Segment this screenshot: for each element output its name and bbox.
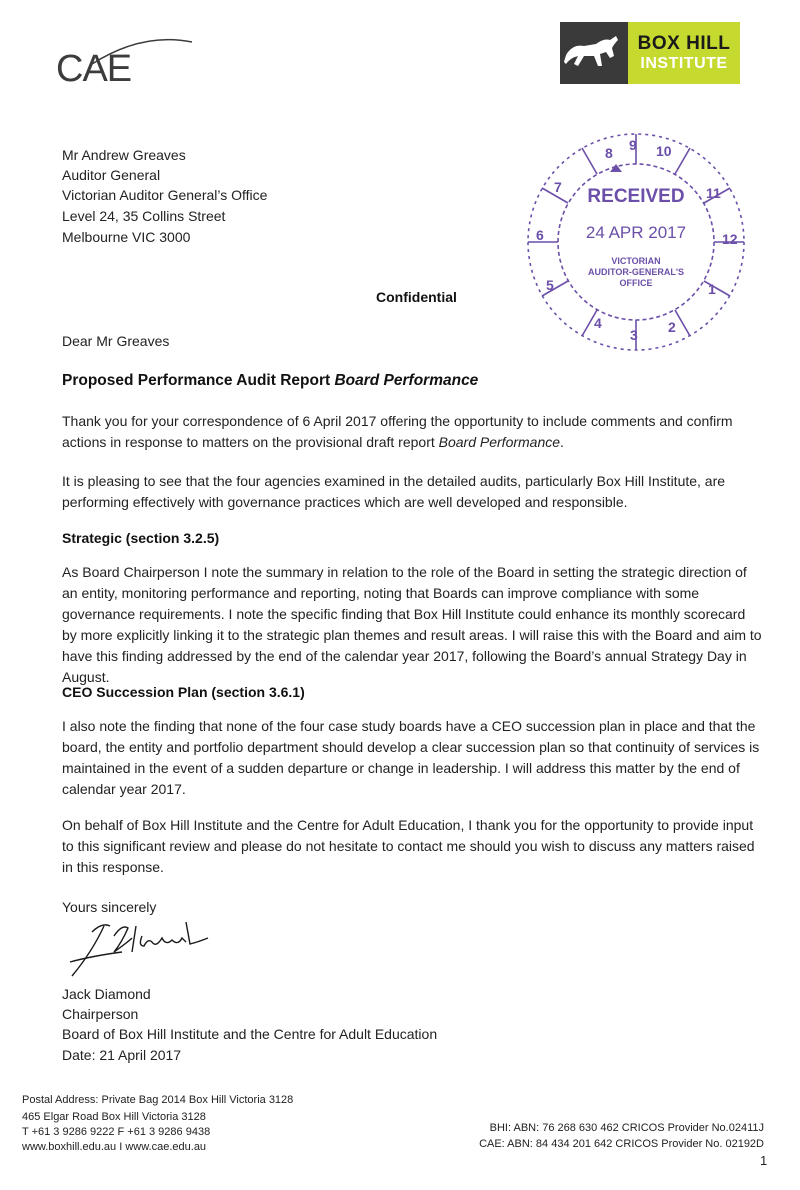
stamp-number: 8 [605,145,613,161]
recipient-office: Victorian Auditor General’s Office [62,187,268,203]
stamp-number: 7 [554,179,562,195]
heading-strategic: Strategic (section 3.2.5) [62,530,220,546]
stamp-date: 24 APR 2017 [585,223,687,242]
paragraph-1 [62,411,762,453]
footer-street-address: 465 Elgar Road Box Hill Victoria 3128 [22,1111,206,1123]
bhi-logo-line1: BOX HILL [637,33,731,54]
paragraph-1-italic: Board Performance [438,434,561,450]
stamp-org-line2: AUDITOR-GENERAL'S [588,267,684,277]
recipient-city: Melbourne VIC 3000 [62,229,191,245]
closing: Yours sincerely [62,899,157,915]
stamp-number: 9 [629,137,637,153]
stamp-number: 3 [630,327,638,343]
signatory-organisation: Board of Box Hill Institute and the Centre for Adult Education [62,1026,438,1042]
signatory-name: Jack Diamond [62,986,151,1002]
handwritten-signature [62,912,222,982]
stamp-number: 12 [722,231,738,247]
paragraph-5: On behalf of Box Hill Institute and the Centre for Adult Education, I thank you for the opportunity to provide input to this significant review and please do not hesitate to contact me should you wish to discuss any matters raised in this response. [62,817,755,875]
received-stamp [518,128,754,356]
paragraph-4: I also note the finding that none of the four case study boards have a CEO succession plan in place and that the board, the entity and portfolio department should develop a clear succession plan so that continuity of services is maintained in the event of a sudden departure or change in leadership. I will address this matter by the end of calendar year 2017. [62,718,760,797]
footer-bhi-abn: BHI: ABN: 76 268 630 462 CRICOS Provider No.02411J [489,1122,764,1134]
subject-prefix: Proposed Performance Audit Report [62,372,335,389]
stamp-number: 1 [708,281,716,297]
paragraph-3: As Board Chairperson I note the summary in relation to the role of the Board in setting the strategic direction of an entity, monitoring performance and reporting, noting that Boards can improve compliance with some governance requirements. I note the specific finding that Box Hill Institute could enhance its monthly scorecard by more explicitly linking it to the strategic plan themes and result areas. I will raise this with the Board and aim to have this finding addressed by the end of the calendar year 2017, following the Board’s annual Strategy Day in August. [62,564,762,685]
signatory-date: Date: 21 April 2017 [62,1047,182,1063]
recipient-name: Mr Andrew Greaves [62,147,186,163]
stamp-received: RECEIVED [587,186,685,207]
stamp-number: 11 [706,185,721,201]
footer-cae-abn: CAE: ABN: 84 434 201 642 CRICOS Provider No. 02192D [479,1138,764,1150]
signatory-title: Chairperson [62,1006,139,1022]
stamp-number: 4 [594,315,602,331]
stamp-number: 6 [536,227,544,243]
cae-logo [52,28,202,90]
confidential-label: Confidential [376,289,457,305]
stamp-org-line3: OFFICE [619,278,653,288]
subject-line [62,372,478,390]
page-number: 1 [760,1153,768,1168]
stamp-number: 2 [668,319,676,335]
stamp-number: 10 [656,143,672,159]
cae-logo-text: CAE [56,48,132,90]
stamp-number: 5 [546,277,554,293]
heading-ceo-succession: CEO Succession Plan (section 3.6.1) [62,684,305,700]
bhi-logo-line2: INSTITUTE [640,55,728,72]
stamp-org-line1: VICTORIAN [611,256,661,266]
paragraph-1-end: . [560,434,564,450]
recipient-street: Level 24, 35 Collins Street [62,208,226,224]
footer-phone: T +61 3 9286 9222 F +61 3 9286 9438 [22,1126,211,1138]
footer-websites: www.boxhill.edu.au I www.cae.edu.au [22,1141,207,1153]
paragraph-2: It is pleasing to see that the four agencies examined in the detailed audits, particularly Box Hill Institute, are performing effectively with governance practices which are well developed and responsible. [62,473,726,510]
stamp-graphic [518,128,754,356]
subject-italic: Board Performance [334,372,479,389]
salutation: Dear Mr Greaves [62,333,170,349]
box-hill-institute-logo [560,22,740,84]
footer-postal-address: Postal Address: Private Bag 2014 Box Hill Victoria 3128 [22,1094,294,1106]
horse-icon [560,22,628,84]
recipient-title: Auditor General [62,167,161,183]
paragraph-1-text: Thank you for your correspondence of 6 April 2017 offering the opportunity to include comments and confirm actions in response to matters on the provisional draft report [62,413,733,450]
bhi-logo-textbox [628,22,740,84]
